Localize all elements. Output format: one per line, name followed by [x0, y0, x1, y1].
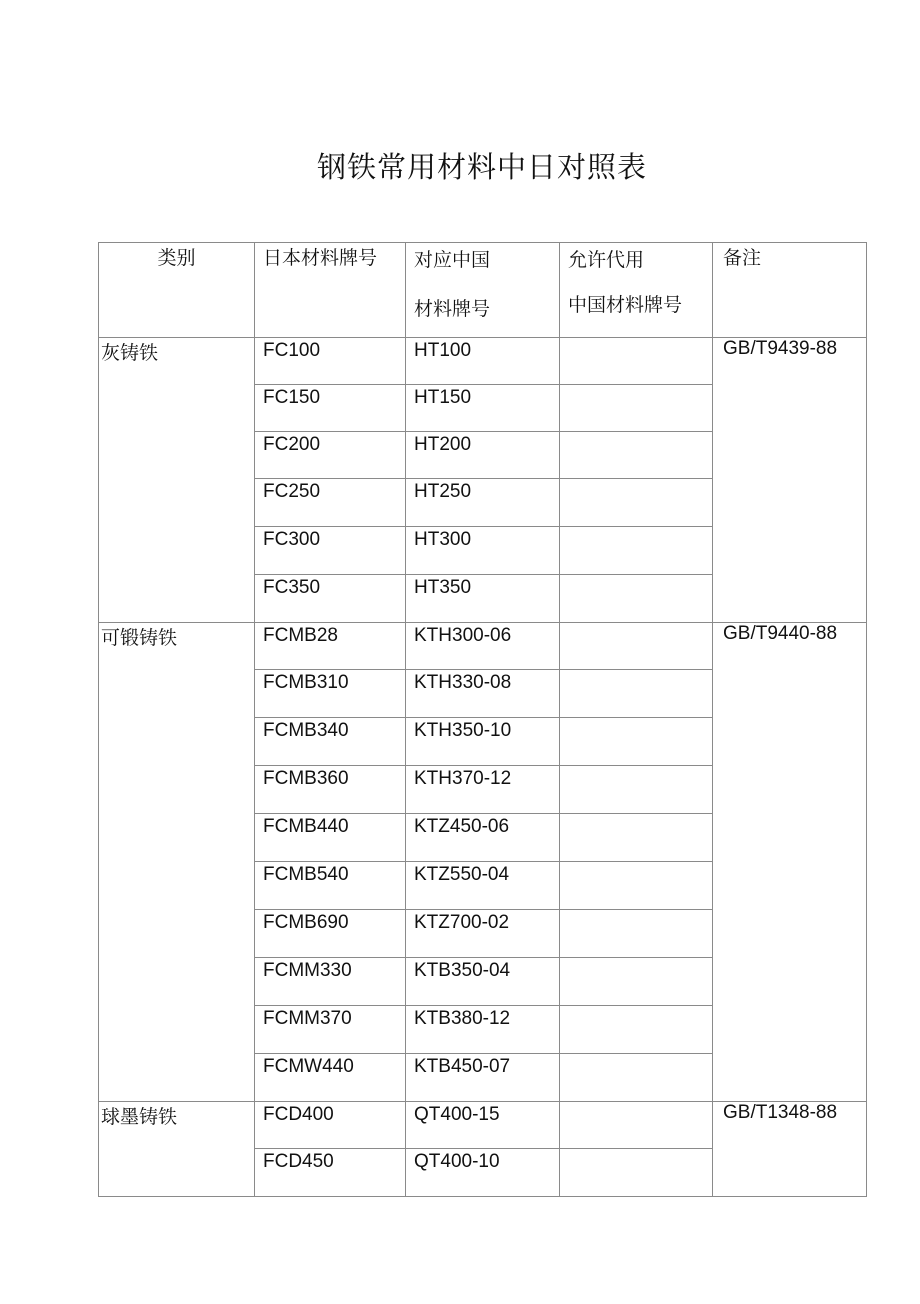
header-japan-label: 日本材料牌号	[263, 247, 378, 269]
alternative-grade	[560, 479, 712, 481]
standard-note-cell	[713, 338, 867, 623]
alternative-grade	[560, 385, 712, 387]
header-alternative-line1: 允许代用	[568, 249, 645, 271]
alternative-grade-cell	[560, 479, 713, 527]
alternative-grade-cell	[560, 623, 713, 670]
alternative-grade	[560, 527, 712, 529]
japan-grade-cell	[255, 670, 406, 718]
japan-grade-cell	[255, 575, 406, 623]
china-grade: KTH350-10	[414, 720, 512, 741]
japan-grade: FCMB690	[263, 912, 349, 933]
alternative-grade-cell	[560, 527, 713, 575]
japan-grade: FCMM370	[263, 1008, 352, 1029]
alternative-grade	[560, 1149, 712, 1151]
china-grade: HT250	[414, 481, 472, 502]
china-grade-cell	[406, 1149, 560, 1197]
japan-grade-cell	[255, 814, 406, 862]
header-note	[713, 243, 867, 338]
japan-grade-cell	[255, 432, 406, 479]
china-grade-cell	[406, 479, 560, 527]
japan-grade: FCD400	[263, 1104, 334, 1125]
standard-note: GB/T9440-88	[723, 623, 838, 644]
alternative-grade-cell	[560, 862, 713, 910]
material-table	[98, 242, 867, 1197]
japan-grade-cell	[255, 1006, 406, 1054]
china-grade: KTH370-12	[414, 768, 512, 789]
japan-grade-cell	[255, 623, 406, 670]
alternative-grade	[560, 338, 712, 340]
table-row	[99, 1102, 867, 1149]
japan-grade-cell	[255, 527, 406, 575]
alternative-grade	[560, 575, 712, 577]
alternative-grade-cell	[560, 432, 713, 479]
alternative-grade	[560, 718, 712, 720]
japan-grade: FCMM330	[263, 960, 352, 981]
alternative-grade-cell	[560, 670, 713, 718]
china-grade: KTB380-12	[414, 1008, 511, 1029]
alternative-grade-cell	[560, 814, 713, 862]
china-grade-cell	[406, 385, 560, 432]
china-grade-cell	[406, 814, 560, 862]
category-label: 可锻铸铁	[101, 627, 178, 649]
alternative-grade	[560, 1102, 712, 1104]
japan-grade: FCMB340	[263, 720, 349, 741]
japan-grade: FCMB440	[263, 816, 349, 837]
china-grade: QT400-10	[414, 1151, 500, 1172]
japan-grade: FCMB360	[263, 768, 349, 789]
china-grade-cell	[406, 958, 560, 1006]
china-grade: KTB350-04	[414, 960, 511, 981]
china-grade-cell	[406, 910, 560, 958]
header-japan	[255, 243, 406, 338]
category-label: 灰铸铁	[101, 342, 159, 364]
china-grade-cell	[406, 670, 560, 718]
china-grade-cell	[406, 575, 560, 623]
china-grade-cell	[406, 1006, 560, 1054]
header-category-label: 类别	[157, 247, 196, 269]
category-label: 球墨铸铁	[101, 1106, 178, 1128]
alternative-grade	[560, 958, 712, 960]
table-row	[99, 623, 867, 670]
japan-grade-cell	[255, 718, 406, 766]
china-grade-cell	[406, 338, 560, 385]
china-grade-cell	[406, 1054, 560, 1102]
japan-grade: FC150	[263, 387, 321, 408]
china-grade-cell	[406, 766, 560, 814]
alternative-grade	[560, 623, 712, 625]
alternative-grade	[560, 1006, 712, 1008]
alternative-grade-cell	[560, 385, 713, 432]
japan-grade: FCMB310	[263, 672, 349, 693]
china-grade: HT300	[414, 529, 472, 550]
japan-grade-cell	[255, 766, 406, 814]
china-grade-cell	[406, 527, 560, 575]
alternative-grade-cell	[560, 575, 713, 623]
alternative-grade-cell	[560, 766, 713, 814]
alternative-grade-cell	[560, 718, 713, 766]
alternative-grade	[560, 670, 712, 672]
china-grade: KTH330-08	[414, 672, 512, 693]
alternative-grade-cell	[560, 1054, 713, 1102]
alternative-grade-cell	[560, 338, 713, 385]
japan-grade: FC100	[263, 340, 321, 361]
china-grade: KTZ700-02	[414, 912, 510, 933]
japan-grade: FC300	[263, 529, 321, 550]
header-note-label: 备注	[723, 247, 762, 269]
china-grade: KTZ550-04	[414, 864, 510, 885]
japan-grade-cell	[255, 385, 406, 432]
category-cell	[99, 1102, 255, 1197]
japan-grade-cell	[255, 338, 406, 385]
china-grade-cell	[406, 862, 560, 910]
japan-grade: FC200	[263, 434, 321, 455]
table-row	[99, 338, 867, 385]
china-grade: HT150	[414, 387, 472, 408]
alternative-grade-cell	[560, 910, 713, 958]
japan-grade: FCMB28	[263, 625, 338, 646]
japan-grade-cell	[255, 1054, 406, 1102]
header-alternative-line2: 中国材料牌号	[568, 294, 683, 316]
header-alternative	[560, 243, 713, 338]
china-grade-cell	[406, 1102, 560, 1149]
japan-grade-cell	[255, 1149, 406, 1197]
alternative-grade	[560, 910, 712, 912]
header-china-line2: 材料牌号	[414, 298, 491, 320]
japan-grade: FC250	[263, 481, 321, 502]
japan-grade-cell	[255, 1102, 406, 1149]
alternative-grade-cell	[560, 958, 713, 1006]
japan-grade: FC350	[263, 577, 321, 598]
china-grade: KTH300-06	[414, 625, 512, 646]
header-row	[99, 243, 867, 338]
japan-grade: FCMW440	[263, 1056, 354, 1077]
header-category	[99, 243, 255, 338]
standard-note-cell	[713, 1102, 867, 1197]
china-grade-cell	[406, 432, 560, 479]
alternative-grade	[560, 814, 712, 816]
china-grade: HT100	[414, 340, 472, 361]
china-grade: HT350	[414, 577, 472, 598]
japan-grade: FCD450	[263, 1151, 334, 1172]
china-grade: KTB450-07	[414, 1056, 511, 1077]
category-cell	[99, 623, 255, 1102]
alternative-grade-cell	[560, 1149, 713, 1197]
category-cell	[99, 338, 255, 623]
standard-note-cell	[713, 623, 867, 1102]
alternative-grade	[560, 432, 712, 434]
standard-note: GB/T9439-88	[723, 338, 838, 359]
standard-note: GB/T1348-88	[723, 1102, 838, 1123]
china-grade: KTZ450-06	[414, 816, 510, 837]
header-china	[406, 243, 560, 338]
alternative-grade	[560, 862, 712, 864]
japan-grade-cell	[255, 910, 406, 958]
alternative-grade	[560, 766, 712, 768]
china-grade-cell	[406, 718, 560, 766]
japan-grade-cell	[255, 479, 406, 527]
alternative-grade-cell	[560, 1102, 713, 1149]
alternative-grade-cell	[560, 1006, 713, 1054]
japan-grade-cell	[255, 862, 406, 910]
japan-grade: FCMB540	[263, 864, 349, 885]
page-title: 钢铁常用材料中日对照表	[316, 150, 647, 184]
alternative-grade	[560, 1054, 712, 1056]
header-china-line1: 对应中国	[414, 249, 491, 271]
china-grade-cell	[406, 623, 560, 670]
china-grade: QT400-15	[414, 1104, 500, 1125]
japan-grade-cell	[255, 958, 406, 1006]
china-grade: HT200	[414, 434, 472, 455]
